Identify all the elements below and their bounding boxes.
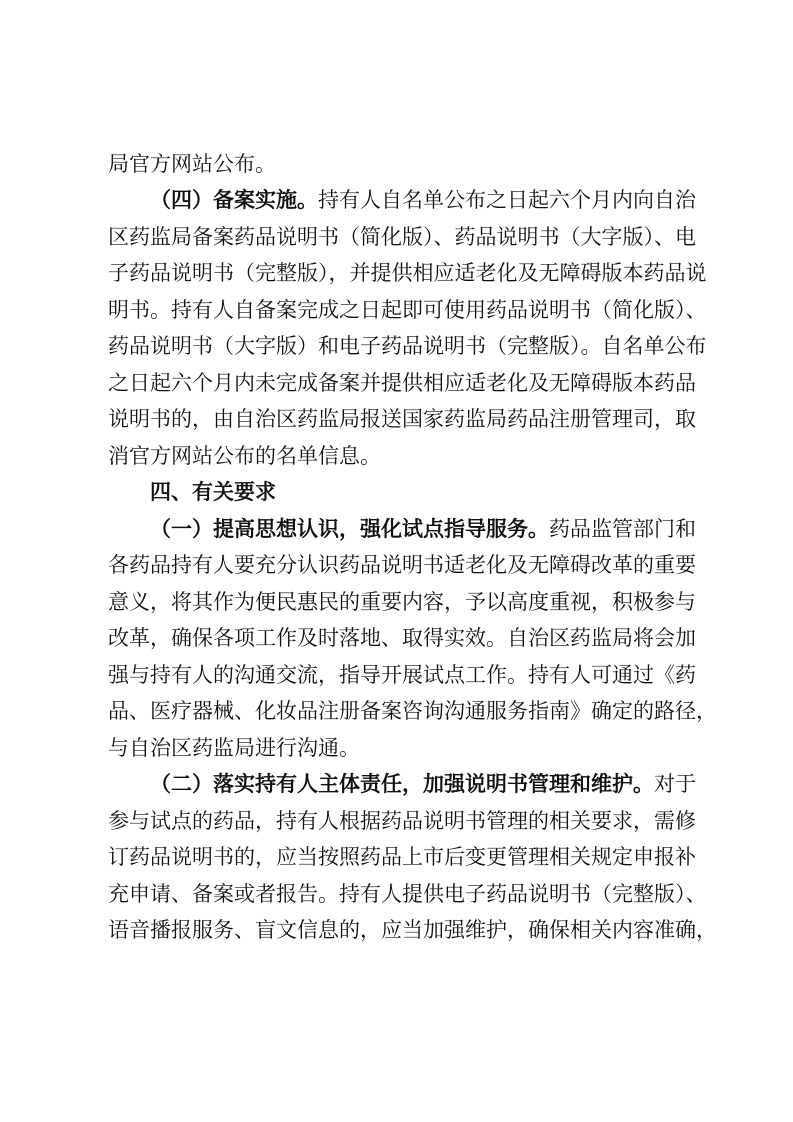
text-line: 改革，确保各项工作及时落地、取得实效。自治区药监局将会加 — [108, 626, 696, 650]
section-lead: （二）落实持有人主体责任，加强说明书管理和维护。 — [150, 771, 654, 796]
paragraph-first-line — [150, 766, 696, 802]
text-run: 对于 — [654, 772, 696, 796]
text-line: 订药品说明书的，应当按照药品上市后变更管理相关规定申报补 — [108, 845, 696, 869]
text-line: 药品说明书（大字版）和电子药品说明书（完整版）。自名单公布 — [108, 334, 707, 358]
text-line: 之日起六个月内未完成备案并提供相应适老化及无障碍版本药品 — [108, 371, 696, 395]
text-line: 充申请、备案或者报告。持有人提供电子药品说明书（完整版）、 — [108, 882, 707, 906]
text-line: 明书。持有人自备案完成之日起即可使用药品说明书（简化版）、 — [108, 298, 707, 322]
paragraph-first-line — [150, 182, 696, 218]
text-line: 子药品说明书（完整版），并提供相应适老化及无障碍版本药品说 — [108, 261, 707, 285]
text-line: 区药监局备案药品说明书（简化版）、药品说明书（大字版）、电 — [108, 225, 696, 249]
text-line: 与自治区药监局进行沟通。 — [108, 736, 360, 760]
section-lead: （四）备案实施。 — [150, 187, 318, 212]
text-line: 品、医疗器械、化妆品注册备案咨询沟通服务指南》确定的路径， — [108, 699, 717, 723]
text-line: 语音播报服务、盲文信息的，应当加强维护，确保相关内容准确， — [108, 918, 717, 942]
text-line: 消官方网站公布的名单信息。 — [108, 444, 381, 468]
text-run: 持有人自名单公布之日起六个月内向自治 — [318, 188, 696, 212]
text-line: 局官方网站公布。 — [108, 152, 276, 176]
text-line: 强与持有人的沟通交流，指导开展试点工作。持有人可通过《药 — [108, 663, 696, 687]
paragraph-first-line — [150, 511, 696, 547]
text-line: 意义，将其作为便民惠民的重要内容，予以高度重视，积极参与 — [108, 590, 696, 614]
text-line: 各药品持有人要充分认识药品说明书适老化及无障碍改革的重要 — [108, 553, 696, 577]
text-run: 药品监管部门和 — [549, 517, 696, 541]
text-line: 说明书的，由自治区药监局报送国家药监局药品注册管理司，取 — [108, 407, 696, 431]
text-line: 参与试点的药品，持有人根据药品说明书管理的相关要求，需修 — [108, 809, 696, 833]
section-heading: 四、有关要求 — [150, 480, 276, 504]
section-lead: （一）提高思想认识，强化试点指导服务。 — [150, 516, 549, 541]
